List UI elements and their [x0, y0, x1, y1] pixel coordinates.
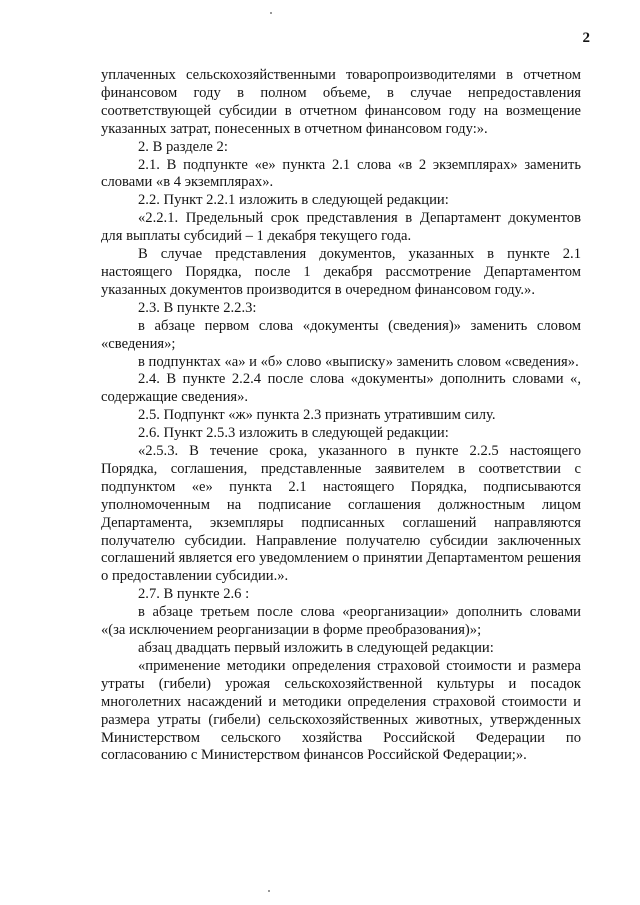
paragraph: «применение методики определения страховой стоимости и размера утраты (гибели) урожая сельскохозяйственной культуры и посадок многолетних насаждений и методики определения страховой стоимости и размера утраты (гибели) сельскохозяйственных животных, утвержденных Министерством сельского хозяйства Российской Федерации по согласованию с Министерством финансов Российской Федерации;».	[101, 657, 581, 764]
paragraph: абзац двадцать первый изложить в следующей редакции:	[138, 640, 494, 656]
page-number: 2	[582, 30, 590, 46]
paragraph: 2.3. В пункте 2.2.3:	[138, 299, 257, 316]
paragraph: 2.1. В подпункте «е» пункта 2.1 слова «в 2 экземплярах» заменить словами «в 4 экземплярах».	[101, 156, 581, 191]
paragraph: 2.2. Пункт 2.2.1 изложить в следующей редакции:	[138, 192, 449, 209]
paragraph: уплаченных сельскохозяйственными товаропроизводителями в отчетном финансовом году в полном объеме, в случае непредоставления соответствующей субсидии в отчетном финансовом году на возмещение указанных затрат, понесенных в отчетном финансовом году:».	[101, 67, 581, 137]
scan-speck	[270, 12, 272, 14]
paragraph: 2.5. Подпункт «ж» пункта 2.3 признать утратившим силу.	[138, 407, 496, 424]
paragraph: 2. В разделе 2:	[138, 138, 228, 155]
paragraph: в абзаце первом слова «документы (сведения)» заменить словом «сведения»;	[101, 317, 581, 352]
paragraph: В случае представления документов, указанных в пункте 2.1 настоящего Порядка, после 1 декабря рассмотрение Департаментом указанных документов производится в очередном финансовом году.».	[101, 246, 581, 298]
paragraph: 2.7. В пункте 2.6 :	[138, 586, 250, 603]
document-body	[101, 67, 581, 765]
scan-speck	[268, 890, 270, 892]
paragraph: в абзаце третьем после слова «реорганизации» дополнить словами «(за исключением реорганизации в форме преобразования)»;	[101, 604, 581, 639]
paragraph: 2.6. Пункт 2.5.3 изложить в следующей редакции:	[138, 425, 449, 442]
paragraph: «2.2.1. Предельный срок представления в Департамент документов для выплаты субсидий – 1 декабря текущего года.	[101, 210, 581, 245]
paragraph: 2.4. В пункте 2.2.4 после слова «документы» дополнить словами «, содержащие сведения».	[101, 371, 581, 406]
paragraph: в подпунктах «а» и «б» слово «выписку» заменить словом «сведения».	[138, 353, 579, 370]
paragraph: «2.5.3. В течение срока, указанного в пункте 2.2.5 настоящего Порядка, соглашения, представленные заявителем в соответствии с подпунктом «е» пункта 2.1 настоящего Порядка, подписываются уполномоченным на подписание соглашения должностным лицом Департамента, экземпляры подписанных соглашений направляются получателю субсидии. Направление получателю субсидии заключенных соглашений является его уведомлением о принятии Департаментом решения о предоставлении субсидии.».	[101, 443, 581, 585]
